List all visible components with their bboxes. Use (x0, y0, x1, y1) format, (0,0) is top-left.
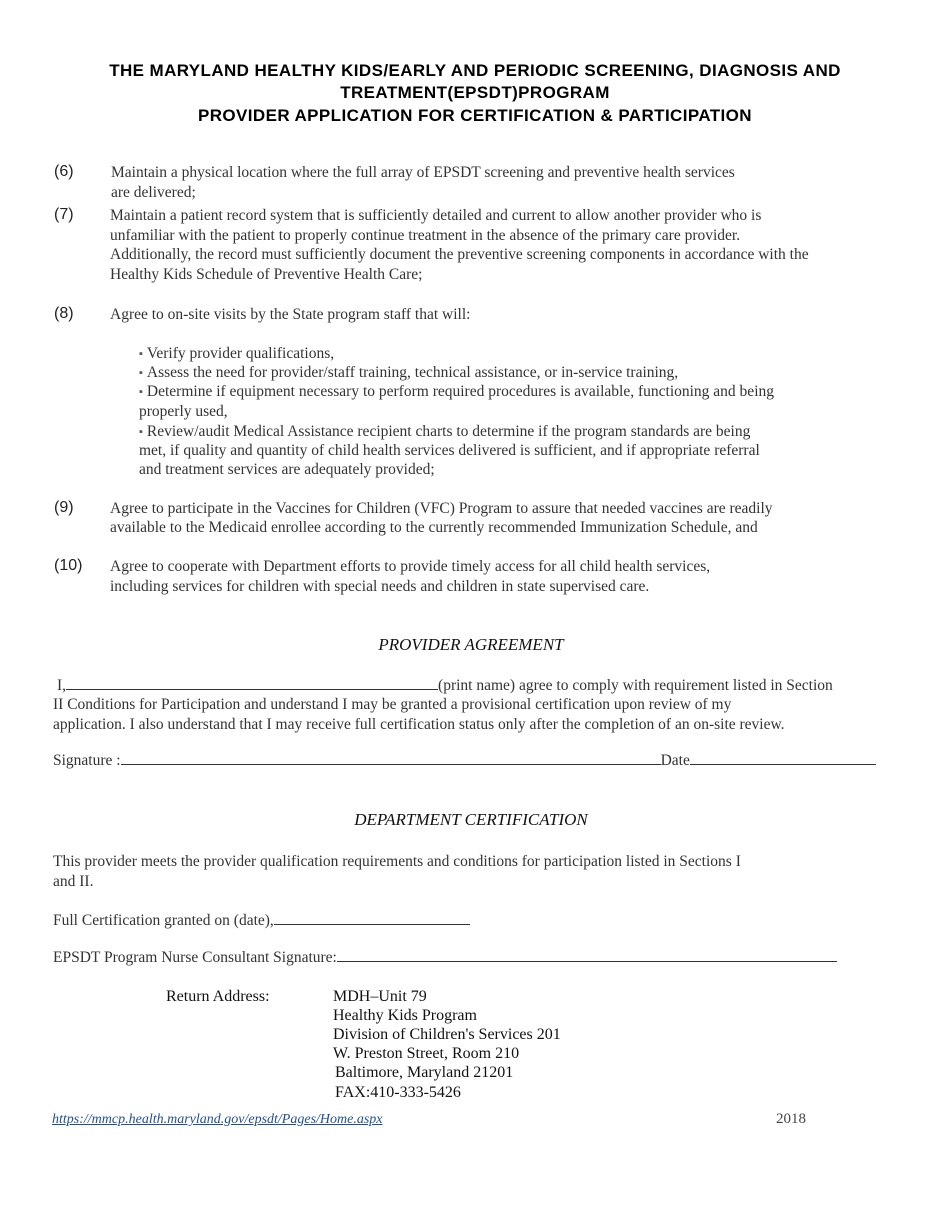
item-9-line-2: available to the Medicaid enrollee according to the currently recommended Immunization Schedule, and (110, 519, 758, 536)
bullet-determine: ▪ Determine if equipment necessary to perform required procedures is available, functioning and being (139, 382, 774, 403)
bullet-review-cont-1: met, if quality and quantity of child health services delivered is sufficient, and if appropriate referral (139, 442, 760, 459)
item-7-line-2: unfamiliar with the patient to properly continue treatment in the absence of the primary care provider. (110, 227, 741, 244)
bullet-review-cont-2: and treatment services are adequately provided; (139, 461, 435, 478)
agreement-line-2: II Conditions for Participation and understand I may be granted a provisional certification upon review of my (53, 696, 732, 713)
item-number-8: (8) (54, 305, 74, 322)
address-line-1: MDH–Unit 79 (333, 988, 427, 1005)
date-field[interactable] (690, 750, 876, 765)
item-6-line-1: Maintain a physical location where the full array of EPSDT screening and preventive health services (111, 164, 735, 181)
item-7-line-1: Maintain a patient record system that is sufficiently detailed and current to allow another provider who is (110, 207, 762, 224)
return-address-label: Return Address: (166, 988, 270, 1005)
address-line-4: W. Preston Street, Room 210 (333, 1045, 520, 1062)
provider-agreement-heading: PROVIDER AGREEMENT (378, 635, 564, 654)
title-line-2: TREATMENT(EPSDT)PROGRAM (340, 83, 610, 102)
nurse-signature-field[interactable] (337, 947, 837, 962)
print-name-field[interactable] (66, 675, 438, 690)
certification-line-2: and II. (53, 873, 94, 890)
address-line-2: Healthy Kids Program (333, 1007, 477, 1024)
item-9-line-1: Agree to participate in the Vaccines for Children (VFC) Program to assure that needed vaccines are readily (110, 500, 773, 517)
bullet-determine-cont: properly used, (139, 403, 228, 420)
title-line-1: THE MARYLAND HEALTHY KIDS/EARLY AND PERIODIC SCREENING, DIAGNOSIS AND (109, 61, 841, 80)
nurse-signature-label: EPSDT Program Nurse Consultant Signature: (53, 949, 337, 966)
item-number-9: (9) (54, 499, 74, 516)
fax-line: FAX:410-333-5426 (335, 1084, 461, 1101)
address-line-3: Division of Children's Services 201 (333, 1026, 561, 1043)
item-10-line-1: Agree to cooperate with Department efforts to provide timely access for all child health services, (110, 558, 711, 575)
nurse-signature-row (53, 947, 837, 968)
date-label: Date (660, 752, 690, 769)
item-10-line-2: including services for children with special needs and children in state supervised care. (110, 578, 650, 595)
bullet-review: ▪ Review/audit Medical Assistance recipient charts to determine if the program standards are being (139, 422, 750, 443)
bullet-assess: ▪ Assess the need for provider/staff training, technical assistance, or in-service training, (139, 363, 678, 384)
item-number-7: (7) (54, 206, 74, 223)
signature-row (53, 750, 876, 771)
agreement-line-1-text: (print name) agree to comply with requirement listed in Section (438, 677, 833, 694)
full-certification-label: Full Certification granted on (date), (53, 912, 274, 929)
footer-year: 2018 (776, 1111, 806, 1127)
department-certification-heading: DEPARTMENT CERTIFICATION (354, 810, 588, 829)
agreement-prefix: I, (57, 677, 67, 694)
bullet-verify: ▪ Verify provider qualifications, (139, 344, 334, 365)
item-6-line-2: are delivered; (111, 184, 196, 201)
certification-date-field[interactable] (274, 910, 470, 925)
footer-url-link[interactable]: https://mmcp.health.maryland.gov/epsdt/Pages/Home.aspx (52, 1112, 383, 1127)
certification-line-1: This provider meets the provider qualification requirements and conditions for participation listed in Sections I (53, 853, 741, 870)
item-7-line-4: Healthy Kids Schedule of Preventive Health Care; (110, 266, 423, 283)
item-number-6: (6) (54, 163, 74, 180)
signature-field[interactable] (121, 750, 661, 765)
item-number-10: (10) (54, 557, 83, 574)
item-8-line-1: Agree to on-site visits by the State program staff that will: (110, 306, 471, 323)
agreement-line-3: application. I also understand that I may receive full certification status only after the completion of an on-site review. (53, 716, 785, 733)
item-7-line-3: Additionally, the record must sufficiently document the preventive screening components in accordance with the (110, 246, 809, 263)
agreement-line-1 (57, 675, 833, 696)
full-certification-row (53, 910, 470, 931)
signature-label: Signature : (53, 752, 121, 769)
address-line-5: Baltimore, Maryland 21201 (335, 1064, 514, 1081)
title-line-3: PROVIDER APPLICATION FOR CERTIFICATION & PARTICIPATION (198, 106, 752, 125)
